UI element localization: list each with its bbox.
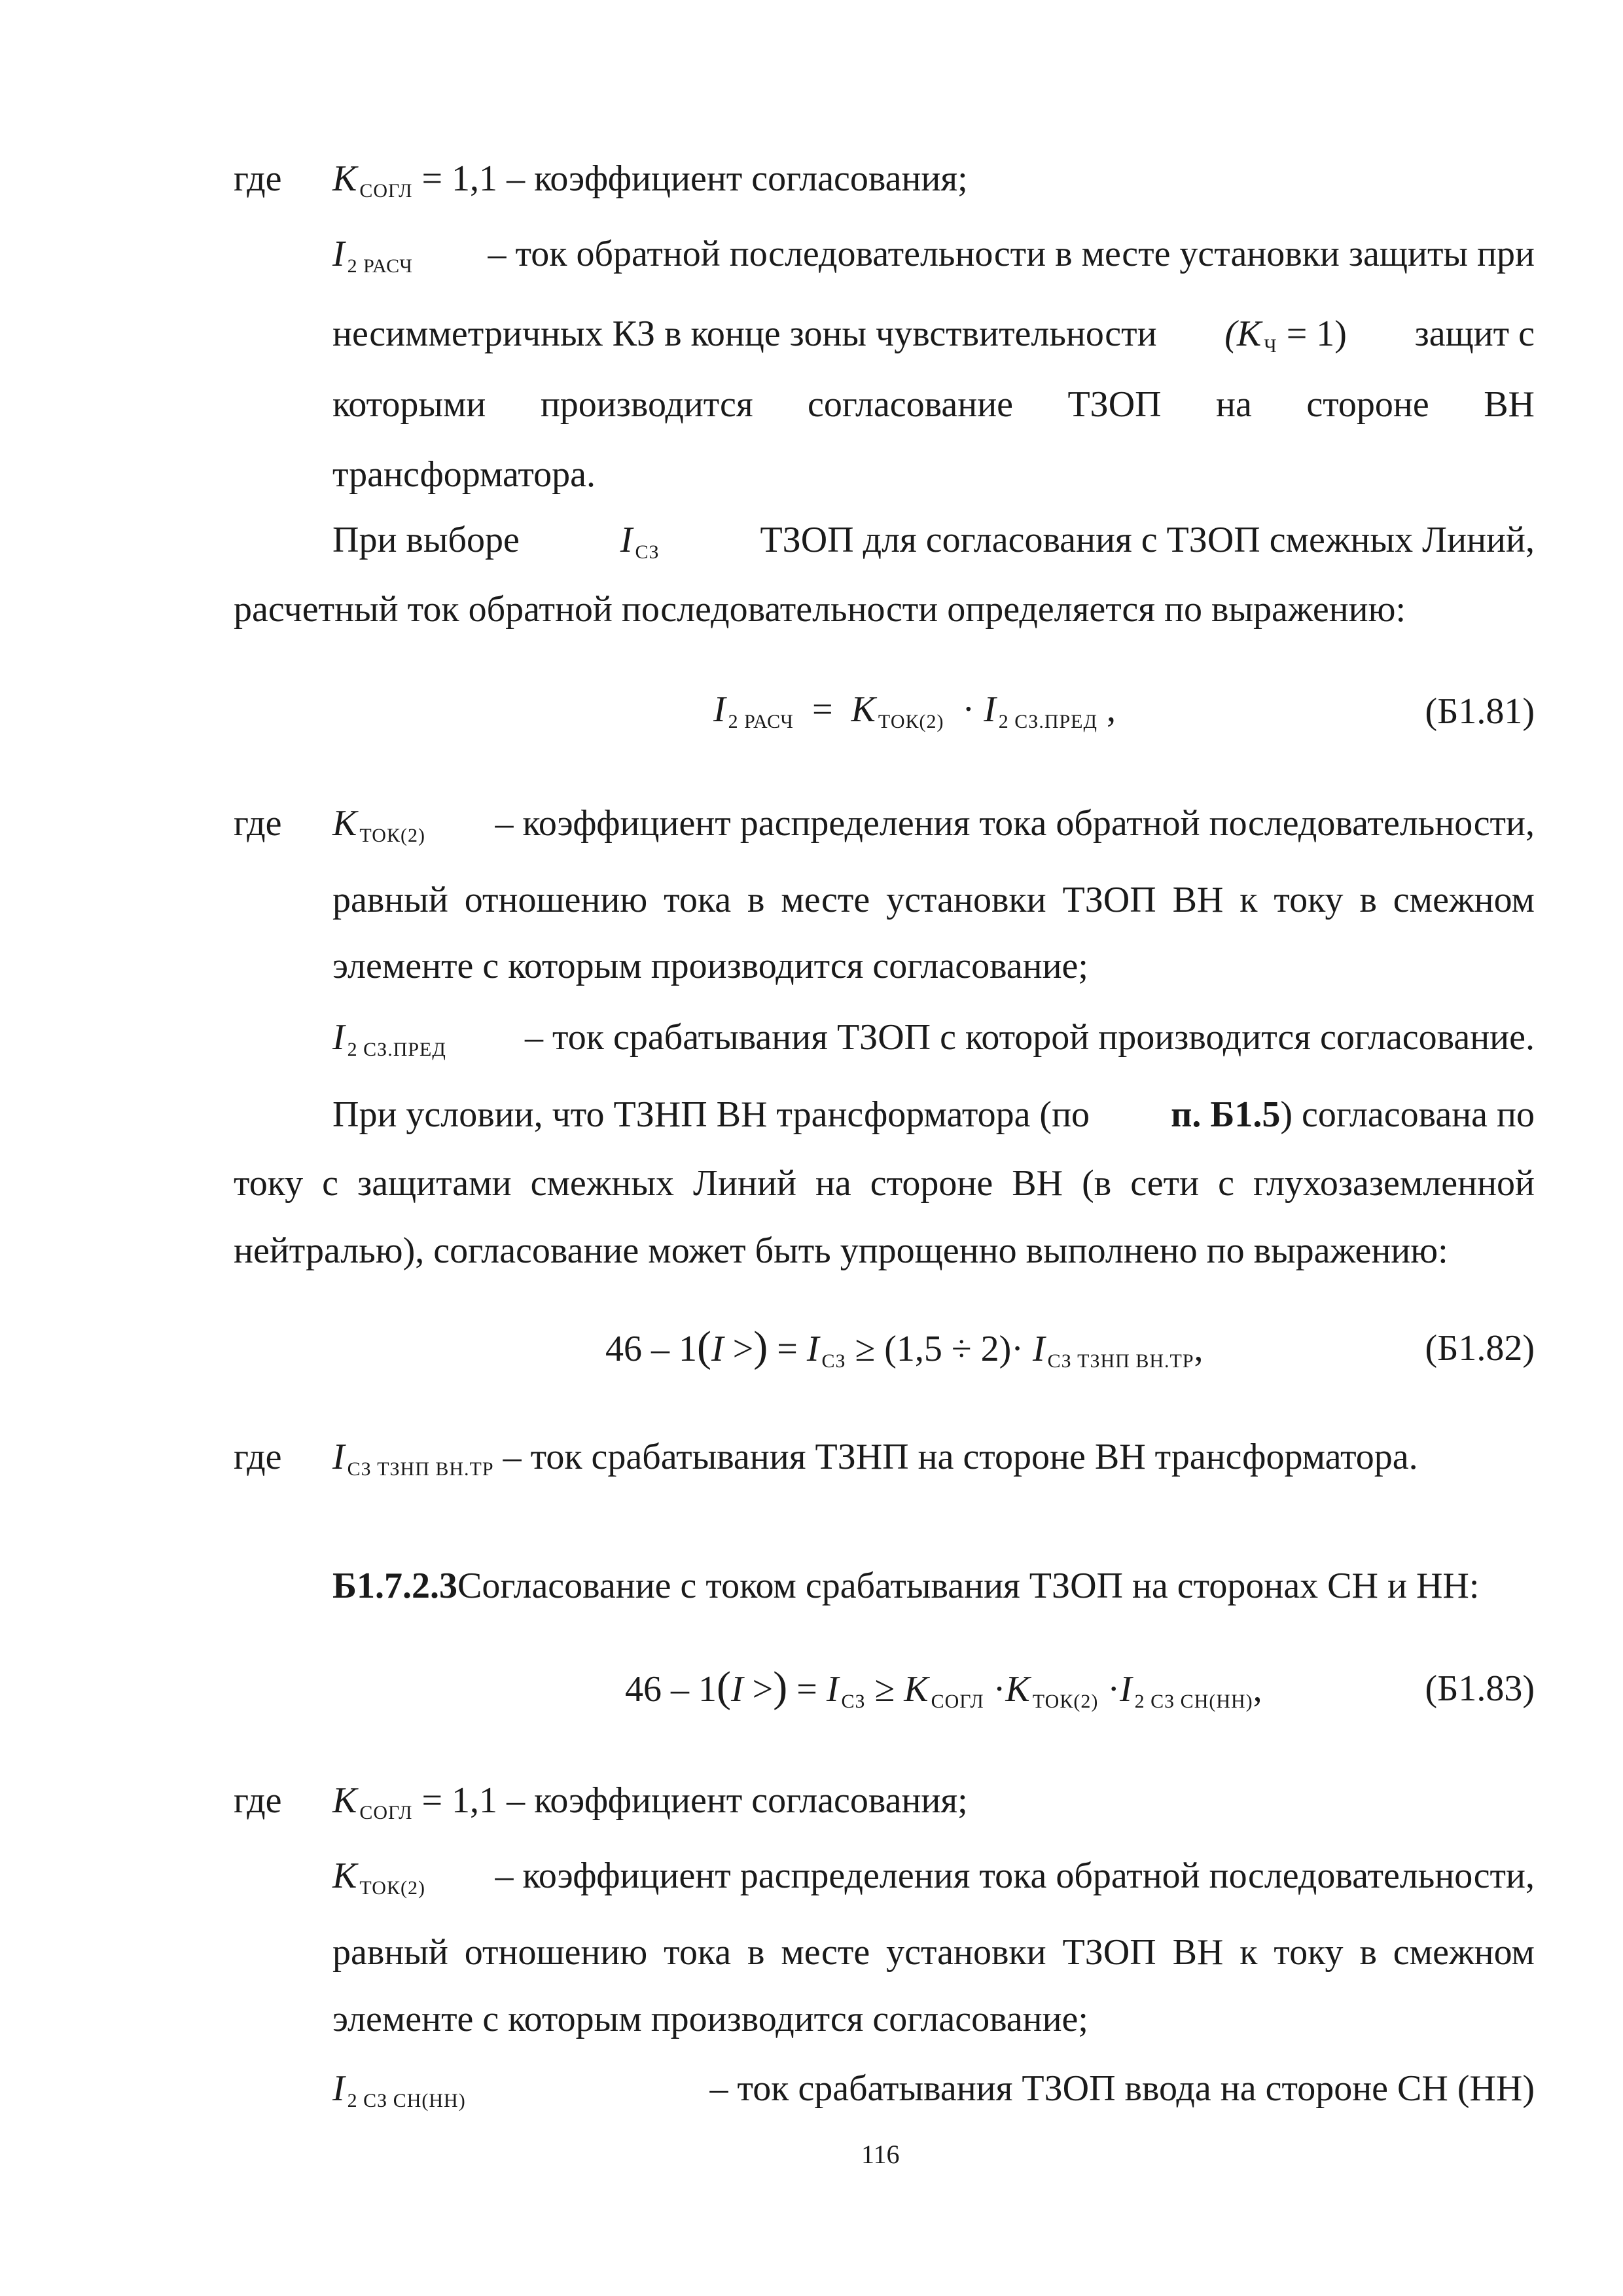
section-number: Б1.7.2.3	[332, 1566, 458, 1606]
isz-tznp-definition: I $_{СЗ ТЗНП ВН.ТР}$ – ток срабатывания ТЗНП на стороне ВН трансформатора.	[332, 1437, 1418, 1480]
para2-line2: току с защитами смежных Линий на стороне ВН (в сети с глухозаземленной	[234, 1163, 1535, 1204]
isz-symbol: I	[620, 520, 633, 560]
i2-pred-definition: I $_{2 СЗ.ПРЕД}$ – ток срабатывания ТЗОП с которой производится согласование.	[332, 1017, 1535, 1060]
reference-bold: п. Б1.5	[1171, 1094, 1281, 1135]
para1-line1: При выборе I $_{СЗ}$ ТЗОП для согласования с ТЗОП смежных Линий,	[332, 520, 1535, 563]
where-label: где	[234, 1780, 282, 1821]
equation-number-b1-82: (Б1.82)	[1425, 1328, 1535, 1369]
ktok-definition-line2: равный отношению тока в месте установки ТЗОП ВН к току в смежном	[332, 880, 1535, 920]
section-title: Согласование с током срабатывания ТЗОП на сторонах СН и НН:	[457, 1566, 1480, 1606]
ktok-definition-line1: K $_{ТОК(2)}$ – коэффициент распределения тока обратной последовательности,	[332, 803, 1535, 846]
i2-rasch-symbol: I	[332, 234, 345, 274]
equation-b1-81: I $_{2 РАСЧ}$ = K $_{ТОК(2)}$ · I $_{2 СЗ.ПРЕД}$ ,	[713, 689, 1116, 732]
ktok-definition-2-line2: равный отношению тока в месте установки ТЗОП ВН к току в смежном	[332, 1932, 1535, 1973]
section-heading	[332, 1568, 1479, 1604]
where-label: где	[234, 1437, 282, 1477]
i2-rasch-text-2b: защит с	[1414, 314, 1535, 354]
i2-rasch-definition-line4: трансформатора.	[332, 454, 596, 495]
page-number: 116	[861, 2140, 900, 2169]
kch-expression: (K $_Ч$ = 1)	[1224, 314, 1347, 357]
k-sogl-subscript: СОГЛ	[359, 180, 413, 202]
k-sogl-text: – коэффициент согласования;	[507, 158, 968, 199]
i2-rasch-definition-line2	[332, 315, 1535, 356]
ktok-definition-2-line1: K $_{ТОК(2)}$ – коэффициент распределения тока обратной последовательности,	[332, 1856, 1535, 1899]
para1-line2: расчетный ток обратной последовательности определяется по выражению:	[234, 589, 1406, 630]
where-label: где	[234, 158, 282, 199]
i2-rasch-subscript: 2 РАСЧ	[347, 255, 413, 277]
equation-number-b1-83: (Б1.83)	[1425, 1668, 1535, 1709]
para2-line3: нейтралью), согласование может быть упрощенно выполнено по выражению:	[234, 1230, 1448, 1271]
para2-line1: При условии, что ТЗНП ВН трансформатора (по п. Б1.5) согласована по	[332, 1094, 1535, 1135]
ktok-definition-line3: элементе с которым производится согласование;	[332, 946, 1088, 986]
i2-rasch-text-1: – ток обратной последовательности в месте установки защиты при	[488, 234, 1535, 274]
equation-number-b1-81: (Б1.81)	[1425, 691, 1535, 732]
k-sogl-definition-2: K $_{СОГЛ}$ = 1,1 – коэффициент согласования;	[332, 1780, 968, 1823]
i2-rasch-definition-line3: которыми производится согласование ТЗОП на стороне ВН	[332, 384, 1535, 425]
i2-sz-snnn-definition: I $_{2 СЗ СН(НН)}$ – ток срабатывания ТЗОП ввода на стороне СН (НН)	[332, 2068, 1535, 2111]
k-sogl-definition	[332, 160, 968, 201]
k-sogl-value: = 1,1	[421, 158, 498, 199]
equation-b1-82: 46 – 1(I >) = I $_{СЗ}$ ≥ (1,5 ÷ 2)· I $_{СЗ ТЗНП ВН.ТР}$,	[605, 1323, 1204, 1372]
k-sogl-symbol: K	[332, 158, 357, 199]
where-label: где	[234, 803, 282, 844]
ktok-definition-2-line3: элементе с которым производится согласование;	[332, 1999, 1088, 2039]
i2-rasch-text-2a: несимметричных КЗ в конце зоны чувствительности	[332, 314, 1157, 354]
equation-b1-83: 46 – 1(I >) = I $_{СЗ}$ ≥ K $_{СОГЛ}$ ·K $_{ТОК(2)}$ ·I $_{2 СЗ СН(НН)}$,	[625, 1663, 1262, 1712]
i2-rasch-definition-line1	[332, 236, 1535, 276]
